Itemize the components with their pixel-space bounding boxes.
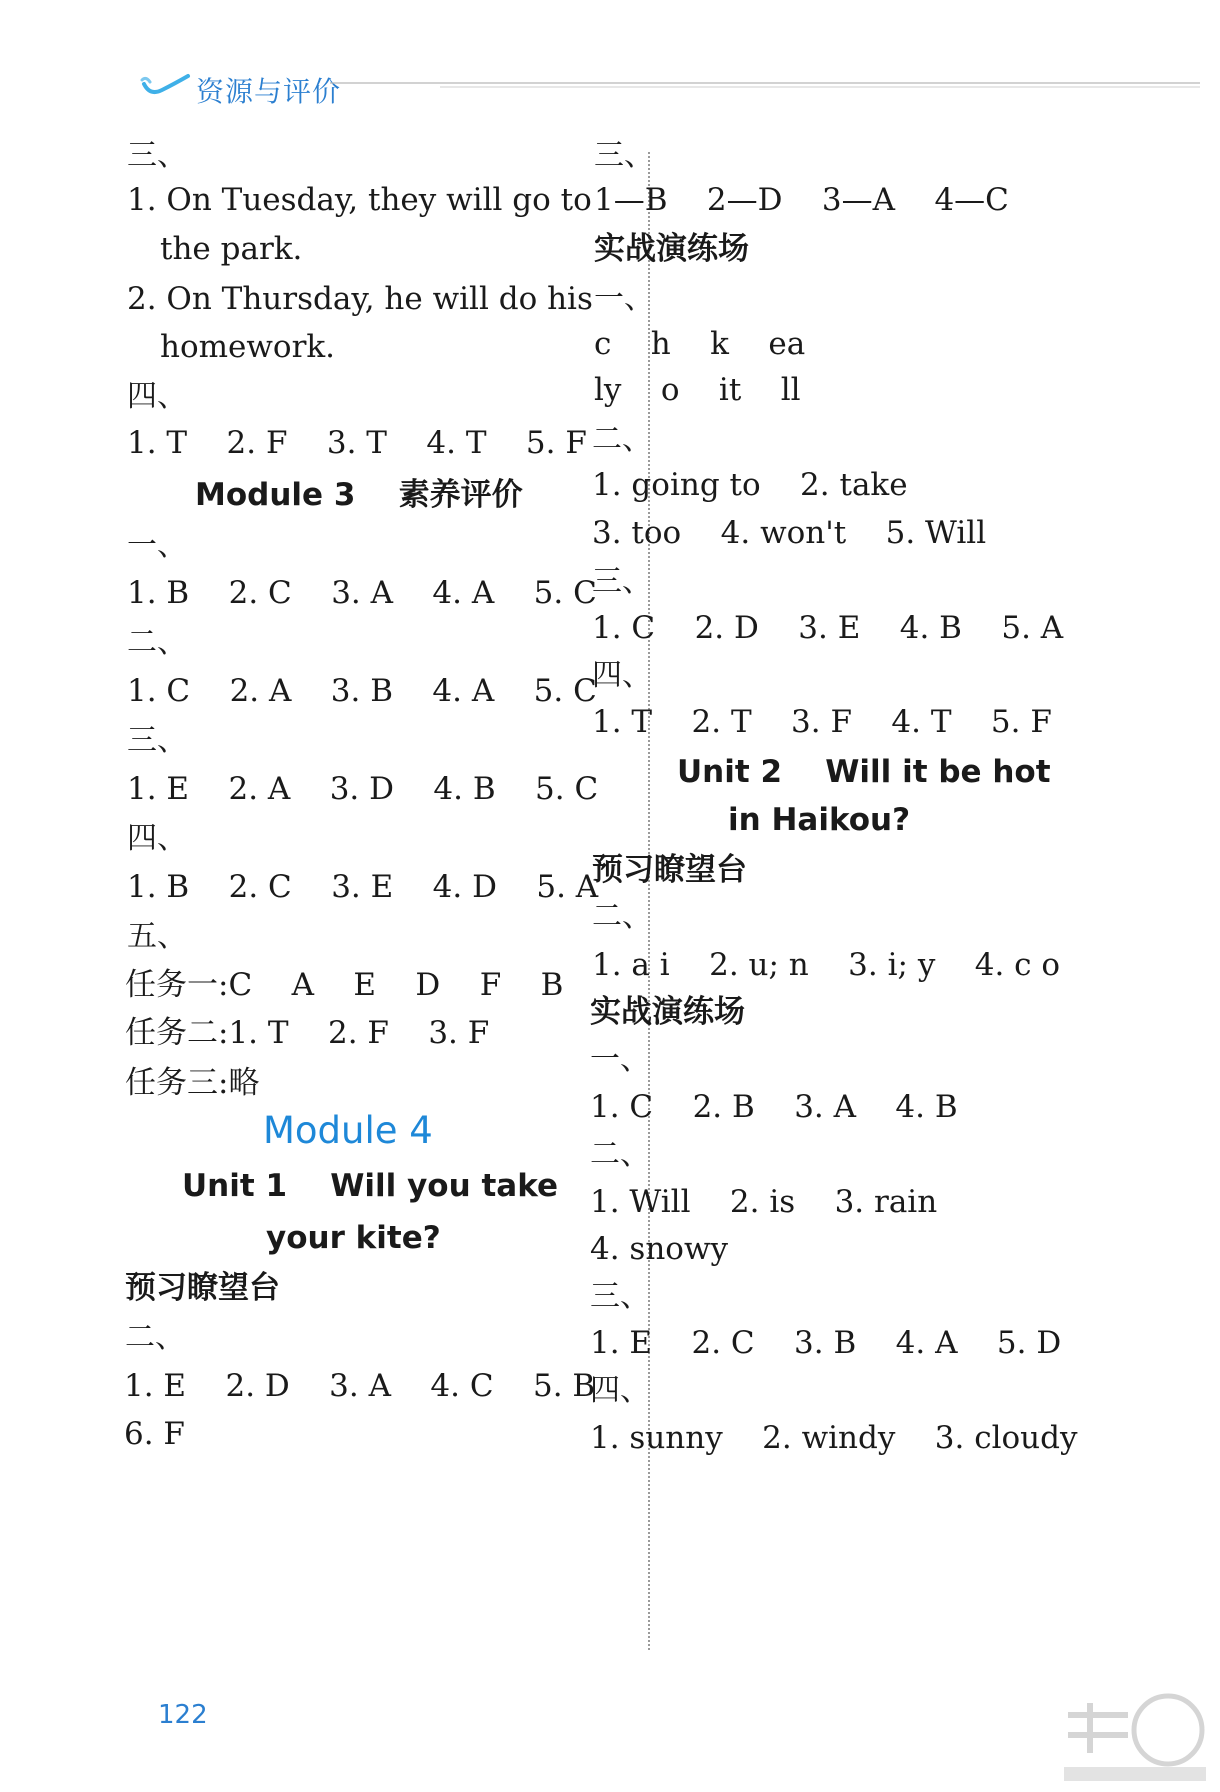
right-line: 二、 [592, 899, 652, 934]
page-number: 122 [158, 1700, 208, 1730]
left-line: 三、 [127, 138, 187, 173]
left-line: 1. B 2. C 3. A 4. A 5. C [127, 575, 597, 611]
right-line: 1. sunny 2. windy 3. cloudy [590, 1420, 1078, 1456]
left-line: 1. E 2. D 3. A 4. C 5. B [124, 1368, 596, 1404]
left-line: homework. [160, 329, 336, 365]
right-line: 四、 [592, 658, 652, 693]
right-line: 一、 [590, 1042, 650, 1077]
page-header [140, 62, 1200, 112]
left-line: 任务二:1. T 2. F 3. F [125, 1015, 490, 1051]
left-line: 2. On Thursday, he will do his [127, 281, 593, 317]
left-line: 四、 [127, 821, 187, 856]
left-line: 五、 [127, 919, 187, 954]
left-line: 二、 [125, 1320, 185, 1355]
left-line: Unit 1 Will you take [182, 1168, 558, 1204]
right-line: c h k ea [594, 326, 806, 362]
left-line: the park. [160, 231, 303, 267]
right-line: 1. E 2. C 3. B 4. A 5. D [590, 1325, 1062, 1361]
right-line: 1. T 2. T 3. F 4. T 5. F [592, 704, 1052, 740]
left-line: 1. B 2. C 3. E 4. D 5. A [127, 869, 599, 905]
right-line: 1. a i 2. u; n 3. i; y 4. c o [592, 947, 1061, 983]
right-line: 1—B 2—D 3—A 4—C [594, 182, 1009, 218]
right-line: 预习瞭望台 [592, 852, 747, 888]
right-line: 三、 [594, 138, 654, 173]
right-line: 1. Will 2. is 3. rain [590, 1184, 938, 1220]
left-line: your kite? [266, 1220, 441, 1256]
left-line: 四、 [127, 379, 187, 414]
left-line: 二、 [127, 625, 187, 660]
right-line: 1. going to 2. take [592, 467, 908, 503]
watermark-logo [1060, 1685, 1210, 1785]
left-line: 预习瞭望台 [125, 1270, 280, 1306]
right-line: ly o it ll [594, 372, 801, 408]
right-line: 4. snowy [590, 1231, 729, 1267]
left-line: 一、 [127, 528, 187, 563]
header-rule [140, 80, 1200, 90]
right-line: in Haikou? [728, 802, 911, 838]
left-line: 6. F [124, 1416, 185, 1452]
left-line: 三、 [127, 723, 187, 758]
right-line: 二、 [590, 1137, 650, 1172]
left-line: 任务三:略 [125, 1065, 260, 1101]
left-line: 1. C 2. A 3. B 4. A 5. C [127, 673, 597, 709]
right-line: 实战演练场 [594, 231, 749, 267]
right-line: 1. C 2. B 3. A 4. B [590, 1089, 958, 1125]
right-line: 二、 [592, 422, 652, 457]
left-line: Module 3 素养评价 [195, 477, 523, 513]
left-line: 1. E 2. A 3. D 4. B 5. C [127, 771, 599, 807]
right-line: Unit 2 Will it be hot [677, 754, 1051, 790]
right-line: 一、 [594, 281, 654, 316]
header-title: 资源与评价 [196, 75, 342, 108]
left-line: 任务一:C A E D F B [125, 967, 564, 1003]
left-line: 1. On Tuesday, they will go to [127, 182, 592, 218]
left-line: 1. T 2. F 3. T 4. T 5. F [127, 425, 587, 461]
right-line: 四、 [590, 1373, 650, 1408]
right-line: 1. C 2. D 3. E 4. B 5. A [592, 610, 1064, 646]
left-line: Module 4 [263, 1109, 433, 1152]
right-line: 实战演练场 [590, 994, 745, 1030]
right-line: 三、 [592, 564, 652, 599]
right-line: 三、 [590, 1279, 650, 1314]
right-line: 3. too 4. won't 5. Will [592, 515, 987, 551]
